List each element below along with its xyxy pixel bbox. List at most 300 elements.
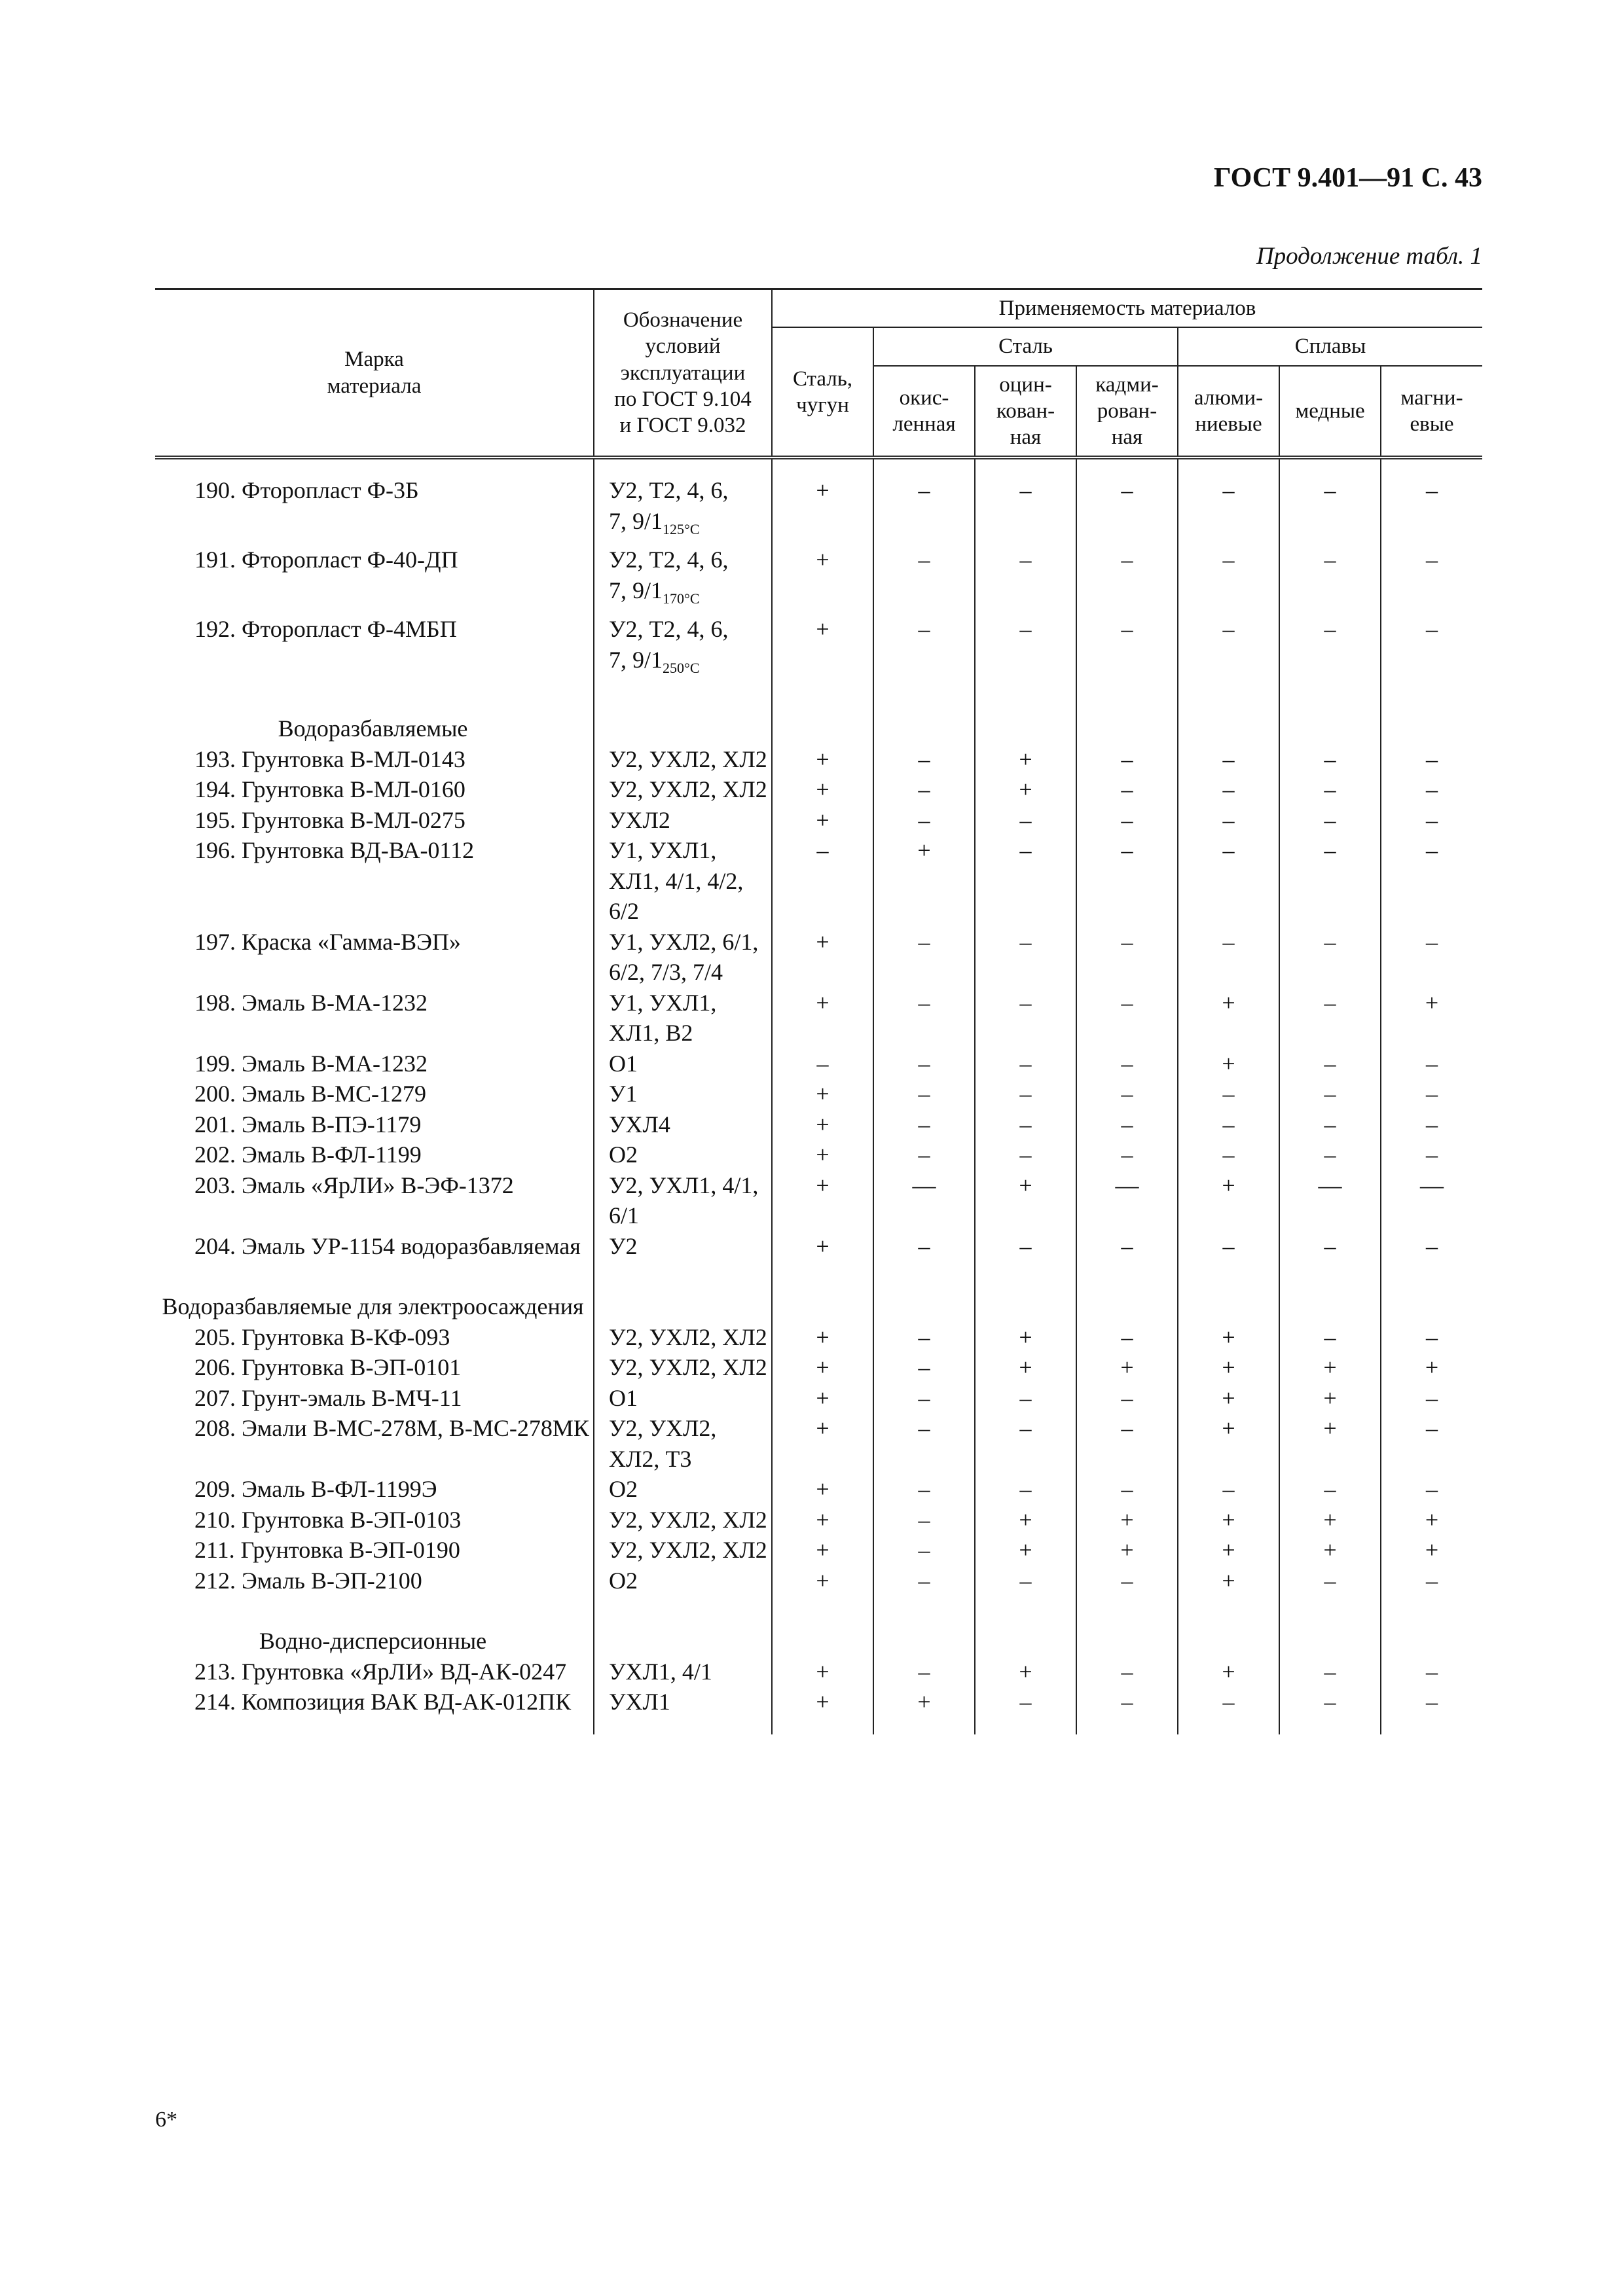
conditions-cell [594,1687,772,1734]
applicability-mark: + [1279,1352,1381,1383]
table-row [155,545,1482,614]
applicability-mark: – [1381,614,1482,683]
material-name [155,457,594,545]
applicability-mark: – [1076,1322,1178,1353]
applicability-mark: + [1076,1505,1178,1535]
conditions-cell [594,1383,772,1414]
applicability-mark: – [1381,1139,1482,1170]
section-row [155,1261,1482,1322]
applicability-mark: – [1178,545,1279,614]
conditions-text: У2, УХЛ2, ХЛ2 [609,776,767,803]
material-name [155,1566,594,1596]
conditions-cell [594,1535,772,1566]
applicability-mark: – [1279,1474,1381,1505]
applicability-mark: – [1076,1109,1178,1140]
table-row [155,1322,1482,1353]
header-aluminum: алюми- ниевые [1178,366,1279,458]
applicability-mark: + [1381,1535,1482,1566]
applicability-mark: – [1178,805,1279,836]
applicability-mark: – [1076,927,1178,988]
conditions-cell [594,805,772,836]
flag-cell [975,1261,1076,1322]
flag-cell [1279,1596,1381,1657]
material-name-text: 209. Эмаль В-ФЛ-1199Э [194,1476,437,1503]
applicability-mark: – [975,1413,1076,1474]
applicability-mark: – [1178,835,1279,927]
applicability-mark: – [1279,835,1381,927]
applicability-mark: – [1279,744,1381,775]
material-name-text: 212. Эмаль В-ЭП-2100 [194,1567,422,1594]
temperature-subscript: 250°C [663,659,700,676]
material-name-text: 206. Грунтовка В-ЭП-0101 [194,1354,462,1381]
conditions-cell [594,1505,772,1535]
applicability-mark: – [1279,1657,1381,1687]
applicability-mark: – [1381,1566,1482,1596]
applicability-mark: + [772,1079,873,1109]
conditions-text: У2, УХЛ2, ХЛ2 [609,1506,767,1533]
applicability-mark: – [1381,1231,1482,1262]
conditions-cell [594,1139,772,1170]
header-magnesium: магни- евые [1381,366,1482,458]
section-title: Водоразбавляемые для электроосаждения [162,1293,584,1320]
material-name [155,774,594,805]
applicability-mark: + [1381,1352,1482,1383]
flag-cell [975,1596,1076,1657]
material-name-text: 196. Грунтовка ВД-ВА-0112 [194,837,475,864]
applicability-mark: – [1381,835,1482,927]
applicability-mark: – [1178,1139,1279,1170]
material-name-text: 213. Грунтовка «ЯрЛИ» ВД-АК-0247 [194,1658,567,1685]
conditions-text: У1, УХЛ1, ХЛ1, 4/1, 4/2, 6/2 [609,837,744,925]
table-row [155,1657,1482,1687]
applicability-mark: + [772,1109,873,1140]
applicability-mark: + [772,1687,873,1734]
applicability-mark: – [1381,1049,1482,1079]
conditions-text: УХЛ1, 4/1 [609,1658,712,1685]
applicability-mark: – [1178,774,1279,805]
table-row [155,805,1482,836]
applicability-mark: + [772,1322,873,1353]
material-name-text: 198. Эмаль В-МА-1232 [194,989,428,1016]
applicability-mark: + [873,1687,975,1734]
header-alloys: Сплавы [1178,327,1482,365]
material-name-text: 191. Фторопласт Ф-40-ДП [194,547,458,573]
conditions-text: У2, УХЛ2, ХЛ2 [609,1354,767,1381]
conditions-text-line2 [609,506,769,545]
applicability-mark: – [1076,1231,1178,1262]
conditions-cell [594,774,772,805]
header-cadmium-coated: кадми- рован- ная [1076,366,1178,458]
conditions-cell [594,1079,772,1109]
applicability-mark: – [1178,927,1279,988]
applicability-mark: – [873,988,975,1049]
applicability-mark: + [1381,988,1482,1049]
applicability-mark: – [1076,835,1178,927]
applicability-mark: + [772,927,873,988]
header-zinc-coated: оцин- кован- ная [975,366,1076,458]
conditions-cell [594,1231,772,1262]
applicability-mark: – [1381,774,1482,805]
table-row [155,614,1482,683]
applicability-mark: + [1381,1505,1482,1535]
applicability-mark: + [1279,1505,1381,1535]
applicability-mark: + [975,1170,1076,1231]
applicability-mark: + [975,774,1076,805]
applicability-mark: – [1076,744,1178,775]
page-footer-mark: 6* [155,2108,177,2132]
table-row [155,774,1482,805]
applicability-mark: – [873,744,975,775]
applicability-mark: + [975,1657,1076,1687]
applicability-mark: + [975,1535,1076,1566]
applicability-mark: – [873,1079,975,1109]
applicability-mark: – [1381,805,1482,836]
conditions-text: У2, УХЛ2, ХЛ2 [609,1323,767,1350]
conditions-text: У2, Т2, 4, 6, [609,477,729,504]
applicability-mark: – [1279,1231,1381,1262]
applicability-mark: + [772,1352,873,1383]
applicability-mark: + [1178,1322,1279,1353]
applicability-mark: – [873,1109,975,1140]
applicability-mark: + [1178,1352,1279,1383]
material-name-text: 205. Грунтовка В-КФ-093 [194,1323,450,1350]
applicability-mark: + [772,1383,873,1414]
applicability-mark: – [975,1139,1076,1170]
material-name [155,614,594,683]
applicability-mark: – [873,1505,975,1535]
table-row [155,1139,1482,1170]
conditions-text-line2 [609,645,769,684]
applicability-mark: + [772,1657,873,1687]
table-row [155,457,1482,545]
section-title: Водно-дисперсионные [259,1628,487,1655]
applicability-mark: – [1076,988,1178,1049]
applicability-mark: + [1178,988,1279,1049]
applicability-mark: – [975,1079,1076,1109]
applicability-mark: – [1076,1079,1178,1109]
applicability-mark: – [975,1109,1076,1140]
applicability-mark: + [1279,1535,1381,1566]
applicability-mark: – [975,1687,1076,1734]
material-name-text: 192. Фторопласт Ф-4МБП [194,616,457,643]
applicability-mark: + [772,1231,873,1262]
applicability-mark: – [975,988,1076,1049]
header-steel-cast-iron: Сталь, чугун [772,327,873,457]
applicability-mark: – [975,1049,1076,1079]
applicability-mark: – [1076,1383,1178,1414]
conditions-line2: 7, 9/1 [609,646,663,673]
applicability-mark: – [873,1322,975,1353]
applicability-mark: – [1178,1079,1279,1109]
conditions-cell [594,1352,772,1383]
applicability-mark: – [1381,457,1482,545]
material-name [155,1474,594,1505]
applicability-mark: + [772,774,873,805]
material-name [155,1231,594,1262]
conditions-text: У1, УХЛ2, 6/1, 6/2, 7/3, 7/4 [609,928,759,986]
conditions-text: У2, Т2, 4, 6, [609,547,729,573]
applicability-mark: – [1076,1413,1178,1474]
conditions-text: О2 [609,1567,638,1594]
flag-cell [1076,683,1178,744]
applicability-mark: – [873,774,975,805]
conditions-cell [594,683,772,744]
flag-cell [1279,683,1381,744]
material-name [155,835,594,927]
flag-cell [1279,1261,1381,1322]
flag-cell [1381,1596,1482,1657]
applicability-mark: – [873,1383,975,1414]
applicability-mark: + [772,1535,873,1566]
material-name [155,1139,594,1170]
material-name-text: 200. Эмаль В-МС-1279 [194,1081,426,1107]
table-row [155,927,1482,988]
material-name-text: 203. Эмаль «ЯрЛИ» В-ЭФ-1372 [194,1172,514,1198]
applicability-mark: – [1178,457,1279,545]
header-applicability: Применяемость материалов [772,289,1482,328]
applicability-mark: – [1279,614,1381,683]
applicability-mark: – [1076,1657,1178,1687]
applicability-mark: – [975,805,1076,836]
applicability-mark: + [772,1413,873,1474]
section-row [155,683,1482,744]
material-name [155,1505,594,1535]
material-name [155,1109,594,1140]
conditions-text: У2, УХЛ2, ХЛ2 [609,1537,767,1564]
page-title: ГОСТ 9.401—91 С. 43 [1213,163,1482,193]
applicability-mark: + [1279,1383,1381,1414]
conditions-text: УХЛ4 [609,1111,670,1138]
applicability-mark: + [772,614,873,683]
applicability-mark: – [1381,545,1482,614]
applicability-mark: + [1178,1170,1279,1231]
flag-cell [1178,1261,1279,1322]
applicability-mark: – [975,1231,1076,1262]
table-body [155,457,1482,1734]
applicability-mark: + [772,1139,873,1170]
table-row [155,988,1482,1049]
table-row [155,1079,1482,1109]
material-name-text: 207. Грунт-эмаль В-МЧ-11 [194,1384,462,1411]
conditions-text: О1 [609,1050,638,1077]
applicability-mark: + [772,1474,873,1505]
material-name-text: 210. Грунтовка В-ЭП-0103 [194,1506,462,1533]
flag-cell [873,683,975,744]
applicability-mark: – [1279,988,1381,1049]
applicability-mark: – [1279,1139,1381,1170]
applicability-mark: + [1178,1049,1279,1079]
applicability-mark: – [1279,1049,1381,1079]
table-row [155,1413,1482,1474]
applicability-mark: – [873,457,975,545]
material-name [155,1535,594,1566]
conditions-cell [594,1261,772,1322]
conditions-line2: 7, 9/1 [609,507,663,534]
conditions-cell [594,1109,772,1140]
conditions-text: У2 [609,1232,638,1259]
applicability-mark: — [873,1170,975,1231]
applicability-mark: + [1279,1413,1381,1474]
applicability-mark: – [873,805,975,836]
applicability-mark: + [772,457,873,545]
material-name-text: 202. Эмаль В-ФЛ-1199 [194,1141,422,1168]
conditions-text: УХЛ2 [609,806,670,833]
applicability-mark: – [1381,1109,1482,1140]
material-name-text: 190. Фторопласт Ф-3Б [194,477,419,504]
materials-table [155,288,1482,1734]
applicability-mark: – [1381,1413,1482,1474]
applicability-mark: – [975,1566,1076,1596]
conditions-cell [594,457,772,545]
material-name [155,1322,594,1353]
applicability-mark: – [1279,1687,1381,1734]
conditions-cell [594,1322,772,1353]
material-name-text: 201. Эмаль В-ПЭ-1179 [194,1111,422,1138]
applicability-mark: – [975,835,1076,927]
applicability-mark: – [1178,1687,1279,1734]
applicability-mark: + [975,744,1076,775]
applicability-mark: – [1279,774,1381,805]
material-name [155,805,594,836]
applicability-mark: + [772,805,873,836]
applicability-mark: – [1076,774,1178,805]
applicability-mark: + [1076,1352,1178,1383]
applicability-mark: – [1381,1383,1482,1414]
header-conditions: Обозначение условий эксплуатации по ГОСТ 9.104 и ГОСТ 9.032 [594,289,772,458]
applicability-mark: – [975,457,1076,545]
applicability-mark: – [873,1535,975,1566]
applicability-mark: + [772,1505,873,1535]
applicability-mark: + [772,744,873,775]
conditions-text: У2, УХЛ2, ХЛ2, Т3 [609,1415,717,1472]
flag-cell [772,683,873,744]
conditions-cell [594,1566,772,1596]
applicability-mark: – [873,614,975,683]
material-name [155,1687,594,1734]
applicability-mark: – [1076,457,1178,545]
applicability-mark: + [772,1566,873,1596]
conditions-cell [594,835,772,927]
applicability-mark: – [1076,1474,1178,1505]
table-row [155,835,1482,927]
applicability-mark: – [1076,614,1178,683]
applicability-mark: + [975,1322,1076,1353]
applicability-mark: – [873,927,975,988]
table-row [155,1535,1482,1566]
applicability-mark: + [1178,1413,1279,1474]
conditions-cell [594,1596,772,1657]
conditions-text: У1, УХЛ1, ХЛ1, В2 [609,989,717,1047]
material-name-text: 214. Композиция ВАК ВД-АК-012ПК [194,1689,572,1715]
applicability-mark: – [1076,805,1178,836]
table-row [155,1383,1482,1414]
material-name [155,1352,594,1383]
applicability-mark: – [873,1139,975,1170]
flag-cell [1178,683,1279,744]
conditions-text: У2, УХЛ1, 4/1, 6/1 [609,1172,759,1229]
applicability-mark: – [1279,1322,1381,1353]
section-title: Водоразбавляемые [278,715,468,742]
applicability-mark: – [1381,1474,1482,1505]
header-copper: медные [1279,366,1381,458]
applicability-mark: + [873,835,975,927]
conditions-cell [594,1049,772,1079]
applicability-mark: + [1076,1535,1178,1566]
flag-cell [873,1596,975,1657]
conditions-cell [594,545,772,614]
table-caption: Продолжение табл. 1 [1256,243,1482,270]
applicability-mark: – [1279,1109,1381,1140]
conditions-text-line2 [609,575,769,615]
conditions-text: У2, Т2, 4, 6, [609,616,729,643]
applicability-mark: – [1279,1566,1381,1596]
flag-cell [1076,1596,1178,1657]
table-row [155,1474,1482,1505]
conditions-text: О2 [609,1141,638,1168]
conditions-text: О1 [609,1384,638,1411]
material-name [155,744,594,775]
table-row [155,1109,1482,1140]
conditions-text: О2 [609,1476,638,1503]
conditions-cell [594,1170,772,1231]
flag-cell [1381,1261,1482,1322]
applicability-mark: – [1381,1322,1482,1353]
conditions-cell [594,927,772,988]
applicability-mark: – [873,1049,975,1079]
applicability-mark: + [1178,1505,1279,1535]
applicability-mark: + [1178,1383,1279,1414]
table-row [155,1049,1482,1079]
applicability-mark: – [1178,1231,1279,1262]
applicability-mark: – [873,1474,975,1505]
material-name-text: 194. Грунтовка В-МЛ-0160 [194,776,465,803]
material-name [155,1383,594,1414]
applicability-mark: – [772,1049,873,1079]
applicability-mark: + [772,545,873,614]
flag-cell [975,683,1076,744]
table-row [155,1170,1482,1231]
applicability-mark: – [975,614,1076,683]
applicability-mark: – [873,545,975,614]
material-name [155,1170,594,1231]
flag-cell [1076,1261,1178,1322]
header-oxidized: окис- ленная [873,366,975,458]
section-row [155,1596,1482,1657]
applicability-mark: – [1178,1474,1279,1505]
applicability-mark: – [1279,805,1381,836]
material-name-text: 197. Краска «Гамма-ВЭП» [194,928,461,955]
applicability-mark: – [1279,1079,1381,1109]
flag-cell [772,1261,873,1322]
applicability-mark: + [772,1170,873,1231]
applicability-mark: – [1279,545,1381,614]
applicability-mark: – [975,545,1076,614]
flag-cell [873,1261,975,1322]
applicability-mark: — [1279,1170,1381,1231]
applicability-mark: – [873,1231,975,1262]
material-name [155,1657,594,1687]
applicability-mark: – [1178,614,1279,683]
applicability-mark: – [1381,1079,1482,1109]
applicability-mark: + [975,1352,1076,1383]
conditions-cell [594,988,772,1049]
material-name-text: 193. Грунтовка В-МЛ-0143 [194,745,465,772]
applicability-mark: – [1381,1657,1482,1687]
applicability-mark: – [1381,927,1482,988]
flag-cell [1178,1596,1279,1657]
applicability-mark: – [1076,545,1178,614]
material-name-text: 211. Грунтовка В-ЭП-0190 [194,1537,460,1564]
